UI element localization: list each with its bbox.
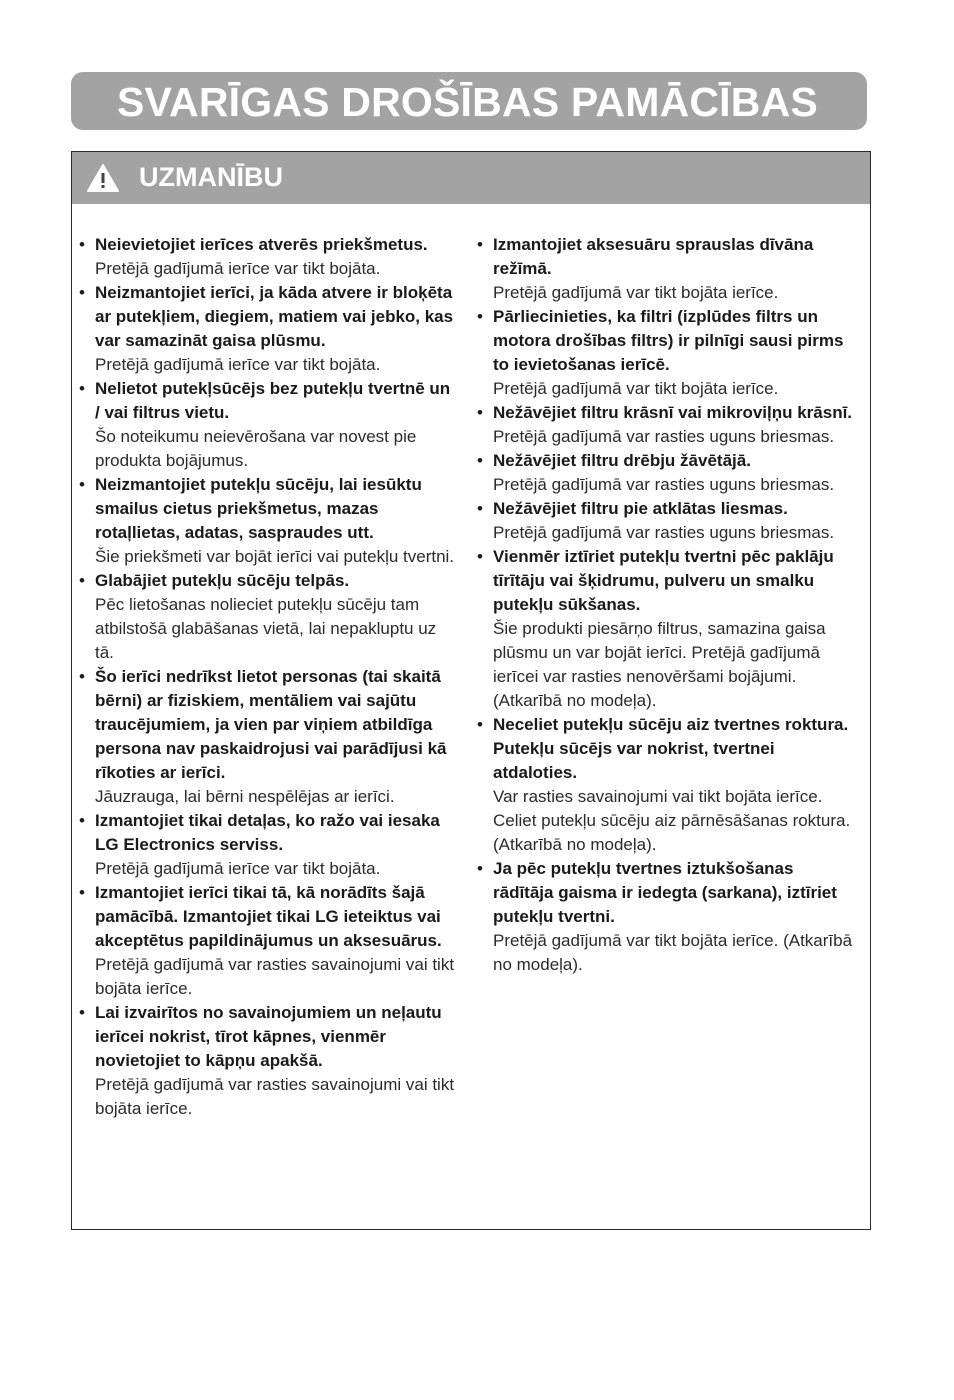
item-body: Pretējā gadījumā ierīce var tikt bojāta. <box>95 355 381 374</box>
list-item <box>477 545 857 713</box>
bullet: • <box>79 811 85 830</box>
bullet: • <box>477 859 483 878</box>
bullet: • <box>79 883 85 902</box>
item-body: Pretējā gadījumā ierīce var tikt bojāta. <box>95 859 381 878</box>
item-heading: Neizmantojiet ierīci, ja kāda atvere ir bloķēta ar putekļiem, diegiem, matiem vai jebko, kas var samazināt gaisa plūsmu. <box>95 283 454 350</box>
item-heading: Nežāvējiet filtru drēbju žāvētājā. <box>493 451 751 470</box>
item-body: Pretējā gadījumā var rasties savainojumi vai tikt bojāta ierīce. <box>95 955 455 998</box>
bullet: • <box>477 451 483 470</box>
item-body: Pretējā gadījumā var tikt bojāta ierīce. <box>493 283 779 302</box>
item-heading: Ja pēc putekļu tvertnes iztukšošanas rādītāja gaisma ir iedegta (sarkana), iztīriet putekļu tvertni. <box>493 859 837 926</box>
item-heading: Izmantojiet tikai detaļas, ko ražo vai iesaka LG Electronics serviss. <box>95 811 440 854</box>
item-heading: Nežāvējiet filtru krāsnī vai mikroviļņu krāsnī. <box>493 403 853 422</box>
bullet: • <box>79 667 85 686</box>
item-body: Pretējā gadījumā var rasties savainojumi vai tikt bojāta ierīce. <box>95 1075 455 1118</box>
list-item <box>477 497 857 545</box>
bullet: • <box>477 715 483 734</box>
item-heading: Neceliet putekļu sūcēju aiz tvertnes roktura. Putekļu sūcējs var nokrist, tvertnei atdaloties. <box>493 715 849 782</box>
item-heading: Nelietot putekļsūcējs bez putekļu tvertnē un / vai filtrus vietu. <box>95 379 451 422</box>
list-item <box>79 377 459 473</box>
item-body: Šie produkti piesārņo filtrus, samazina gaisa plūsmu un var bojāt ierīci. Pretējā gadījumā ierīcei var rasties nenovēršami bojājumi. (Atkarībā no modeļa). <box>493 619 826 710</box>
caution-header <box>72 152 870 204</box>
left-column <box>79 233 459 1121</box>
bullet: • <box>477 307 483 326</box>
item-body: Pretējā gadījumā var rasties uguns briesmas. <box>493 475 835 494</box>
item-body: Pretējā gadījumā var rasties uguns briesmas. <box>493 427 835 446</box>
list-item <box>79 809 459 881</box>
page-title: SVARĪGAS DROŠĪBAS PAMĀCĪBAS <box>117 79 818 125</box>
item-body: Var rasties savainojumi vai tikt bojāta ierīce. Celiet putekļu sūcēju aiz pārnēsāšanas roktura. (Atkarībā no modeļa). <box>493 787 851 854</box>
list-item <box>477 449 857 497</box>
bullet: • <box>477 499 483 518</box>
page-title-bar <box>71 72 867 130</box>
warning-triangle-icon <box>86 163 120 193</box>
caution-title: UZMANĪBU <box>139 162 283 192</box>
bullet: • <box>477 403 483 422</box>
list-item <box>79 665 459 809</box>
list-item <box>79 1001 459 1121</box>
item-body: Šie priekšmeti var bojāt ierīci vai putekļu tvertni. <box>95 547 455 566</box>
list-item <box>477 305 857 401</box>
item-heading: Nežāvējiet filtru pie atklātas liesmas. <box>493 499 788 518</box>
item-body: Jāuzrauga, lai bērni nespēlējas ar ierīci. <box>95 787 395 806</box>
bullet: • <box>477 547 483 566</box>
item-heading: Vienmēr iztīriet putekļu tvertni pēc paklāju tīrītāju vai šķidrumu, pulveru un smalku putekļu sūkšanas. <box>493 547 834 614</box>
item-heading: Izmantojiet ierīci tikai tā, kā norādīts šajā pamācībā. Izmantojiet tikai LG ieteiktus vai akceptētus papildinājumus un aksesuārus. <box>95 883 442 950</box>
bullet: • <box>79 571 85 590</box>
list-item <box>79 233 459 281</box>
list-item <box>79 569 459 665</box>
item-body: Pretējā gadījumā var rasties uguns briesmas. <box>493 523 835 542</box>
item-heading: Glabājiet putekļu sūcēju telpās. <box>95 571 350 590</box>
item-heading: Lai izvairītos no savainojumiem un neļautu ierīcei nokrist, tīrot kāpnes, vienmēr novietojiet to kāpņu apakšā. <box>95 1003 442 1070</box>
item-heading: Izmantojiet aksesuāru sprauslas dīvāna režīmā. <box>493 235 814 278</box>
bullet: • <box>79 283 85 302</box>
list-item <box>79 281 459 377</box>
item-heading: Neizmantojiet putekļu sūcēju, lai iesūktu smailus cietus priekšmetus, mazas rotaļlietas, adatas, saspraudes utt. <box>95 475 422 542</box>
list-item <box>79 473 459 569</box>
bullet: • <box>79 235 85 254</box>
list-item <box>477 233 857 305</box>
bullet: • <box>477 235 483 254</box>
bullet: • <box>79 1003 85 1022</box>
item-body: Pretējā gadījumā ierīce var tikt bojāta. <box>95 259 381 278</box>
item-body: Pēc lietošanas nolieciet putekļu sūcēju tam atbilstošā glabāšanas vietā, lai nepakluptu uz tā. <box>95 595 437 662</box>
item-heading: Neievietojiet ierīces atverēs priekšmetus. <box>95 235 428 254</box>
right-column <box>477 233 857 977</box>
item-body: Pretējā gadījumā var tikt bojāta ierīce. <box>493 379 779 398</box>
list-item <box>477 401 857 449</box>
list-item <box>79 881 459 1001</box>
item-body: Šo noteikumu neievērošana var novest pie produkta bojājumus. <box>95 427 417 470</box>
list-item <box>477 857 857 977</box>
item-heading: Šo ierīci nedrīkst lietot personas (tai skaitā bērni) ar fiziskiem, mentāliem vai sajūtu traucējumiem, ja vien par viņiem atbildīga persona nav paskaidrojusi vai parādījusi kā rīkoties ar ierīci. <box>95 667 447 782</box>
bullet: • <box>79 475 85 494</box>
list-item <box>477 713 857 857</box>
item-heading: Pārliecinieties, ka filtri (izplūdes filtrs un motora drošības filtrs) ir pilnīgi sausi pirms to ievietošanas ierīcē. <box>493 307 844 374</box>
item-body: Pretējā gadījumā var tikt bojāta ierīce. (Atkarībā no modeļa). <box>493 931 853 974</box>
caution-box <box>71 151 871 1230</box>
bullet: • <box>79 379 85 398</box>
